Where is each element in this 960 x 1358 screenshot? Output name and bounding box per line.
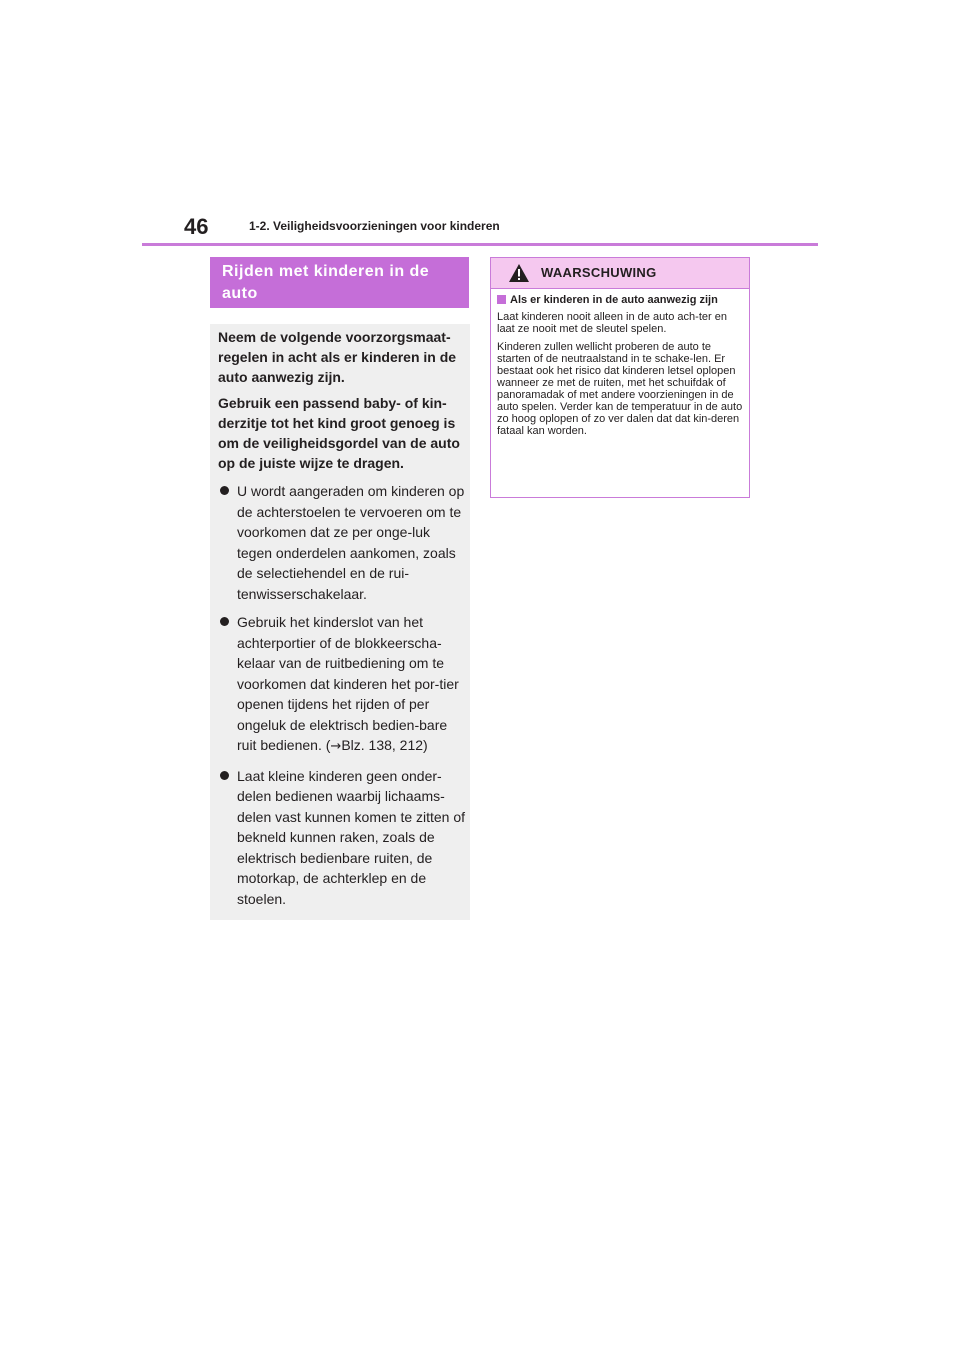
section-heading <box>210 257 469 308</box>
heading-line-1: Rijden met kinderen in de <box>222 263 430 280</box>
page-number: 46 <box>184 214 209 239</box>
warning-paragraph-1: Laat kinderen nooit alleen in de auto ach-ter en laat ze nooit met de sleutel spelen. <box>497 311 727 335</box>
warning-triangle-icon <box>508 263 530 283</box>
warning-subheading-text: Als er kinderen in de auto aanwezig zijn <box>510 294 718 306</box>
list-item <box>218 766 466 910</box>
warning-paragraph-2: Kinderen zullen wellicht proberen de auto te starten of de neutraalstand in te schake-len. Er bestaat ook het risico dat kinderen letsel oplopen wanneer ze met de ruiten, met het schuifdak of panoramadak of met andere voorzieningen in de auto spelen. Verder kan de temperatuur in de auto zo hoog oplopen of zo ver dalen dat dat kin-deren fataal kan worden. <box>497 341 743 437</box>
arrow-right-icon: → <box>330 739 342 754</box>
bullet-text-2: Gebruik het kinderslot van het achterportier of de blokkeerscha-kelaar van de ruitbediening om te voorkomen dat kinderen het por-tier openen tijdens het rijden of per ongeluk de elektrisch bedien-bare ruit bedienen. <box>237 614 459 753</box>
bullet-list <box>218 481 466 917</box>
page-reference-prefix: ( <box>321 737 331 753</box>
warning-box <box>490 257 750 498</box>
warning-subheading <box>497 294 743 306</box>
bullet-icon <box>220 486 229 495</box>
square-bullet-icon <box>497 295 506 304</box>
bullet-text-3: Laat kleine kinderen geen onder-delen bedienen waarbij lichaams-delen vast kunnen komen te zitten of bekneld kunnen raken, zoals de elektrisch bedienbare ruiten, de motorkap, de achterklep en de stoelen. <box>237 767 466 907</box>
list-item <box>218 612 466 758</box>
content-panel <box>210 324 470 920</box>
bullet-icon <box>220 771 229 780</box>
warning-body <box>491 289 749 437</box>
page-reference-link[interactable]: Blz. 138, 212) <box>341 737 428 753</box>
bullet-text-1: U wordt aangeraden om kinderen op de achterstoelen te vervoeren om te voorkomen dat ze per onge-luk tegen onderdelen aankomen, zoals de selectiehendel en de rui-tenwisserschakelaar. <box>237 483 465 602</box>
heading-line-2: auto <box>222 285 258 302</box>
warning-title: WAARSCHUWING <box>541 265 657 280</box>
section-title: 1-2. Veiligheidsvoorzieningen voor kinderen <box>249 219 500 233</box>
intro-paragraph-2: Gebruik een passend baby- of kin-derzitje tot het kind groot genoeg is om de veiligheidsgordel van de auto op de juiste wijze te dragen. <box>218 395 460 471</box>
list-item <box>218 481 466 604</box>
warning-header <box>491 258 749 289</box>
bullet-icon <box>220 617 229 626</box>
intro-paragraph-1: Neem de volgende voorzorgsmaat-regelen in acht als er kinderen in de auto aanwezig zijn. <box>218 329 457 385</box>
header-rule <box>142 243 818 246</box>
